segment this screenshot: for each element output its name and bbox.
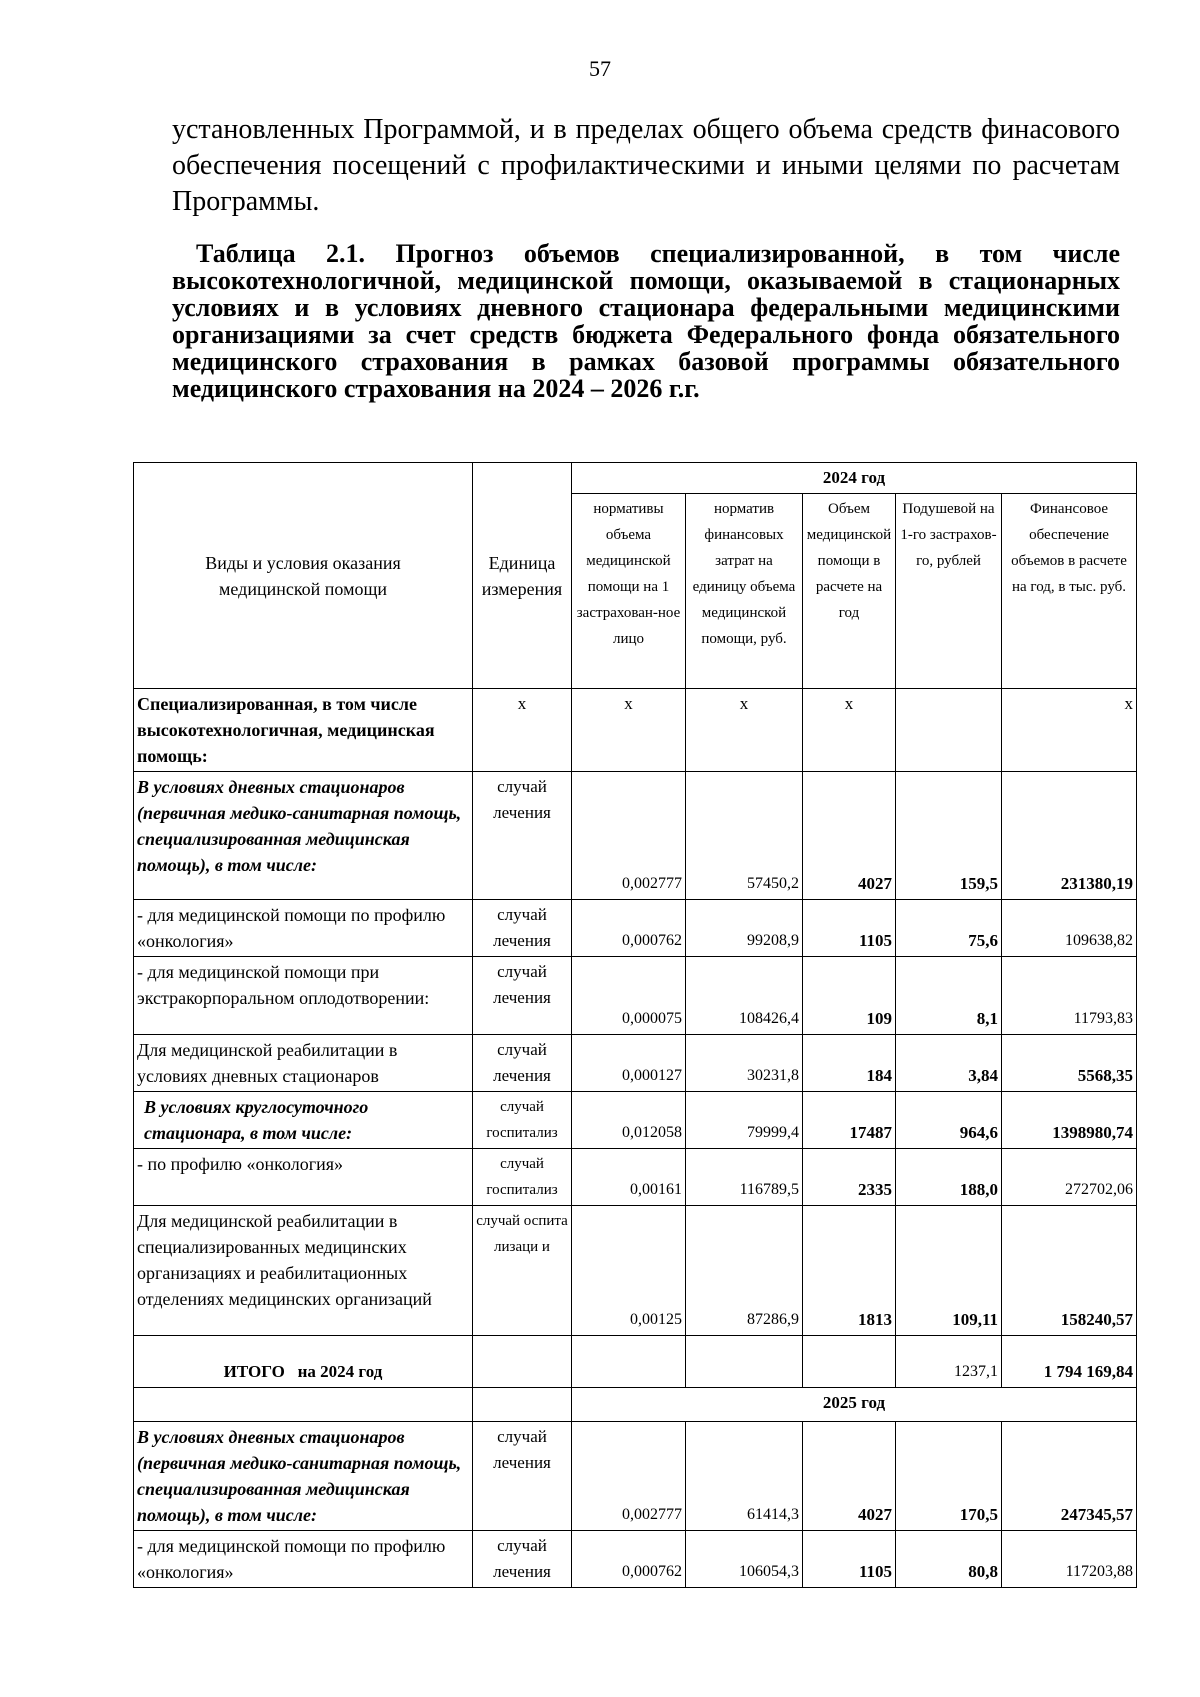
row-per-capita: 80,8 (896, 1531, 1002, 1588)
forecast-table (133, 462, 1137, 1588)
row-norm: 0,012058 (572, 1092, 686, 1149)
row-finance: 231380,19 (1002, 772, 1137, 900)
table-row-special (134, 689, 1137, 772)
row-name: - для медицинской помощи при экстракорпоральном оплодотворении: (134, 957, 473, 1035)
total-label: ИТОГО на 2024 год (134, 1336, 473, 1388)
header-norm-cost: норматив финансовых затрат на единицу объема медицинской помощи, руб. (686, 494, 803, 689)
row-volume: 1105 (803, 1531, 896, 1588)
row-finance: 272702,06 (1002, 1149, 1137, 1206)
row-name: В условиях дневных стационаров (первичная медико-санитарная помощь, специализированная медицинская помощь), в том числе: (134, 772, 473, 900)
empty-cell (473, 1336, 572, 1388)
row-norm: 0,000762 (572, 900, 686, 957)
row-cost: 61414,3 (686, 1422, 803, 1531)
row-special-x: х (803, 689, 896, 772)
row-cost: 57450,2 (686, 772, 803, 900)
row-special-name: Специализированная, в том числе высокотехнологичная, медицинская помощь: (134, 689, 473, 772)
row-per-capita: 159,5 (896, 772, 1002, 900)
row-finance: 247345,57 (1002, 1422, 1137, 1531)
row-norm: 0,000127 (572, 1035, 686, 1092)
row-volume: 4027 (803, 1422, 896, 1531)
row-name: - по профилю «онкология» (134, 1149, 473, 1206)
row-special-empty (896, 689, 1002, 772)
row-cost: 87286,9 (686, 1206, 803, 1336)
table-row (134, 1206, 1137, 1336)
row-special-x: х (572, 689, 686, 772)
row-volume: 1813 (803, 1206, 896, 1336)
row-cost: 30231,8 (686, 1035, 803, 1092)
header-norm-volume: нормативы объема медицинской помощи на 1 застрахован-ное лицо (572, 494, 686, 689)
header-per-capita: Подушевой на 1-го застрахов-го, рублей (896, 494, 1002, 689)
table-row (134, 772, 1137, 900)
row-unit: случай лечения (473, 772, 572, 900)
row-volume: 1105 (803, 900, 896, 957)
empty-cell (473, 1388, 572, 1422)
row-cost: 108426,4 (686, 957, 803, 1035)
row-special-x: х (473, 689, 572, 772)
row-finance: 109638,82 (1002, 900, 1137, 957)
row-cost: 79999,4 (686, 1092, 803, 1149)
row-special-x: х (1002, 689, 1137, 772)
row-norm: 0,000075 (572, 957, 686, 1035)
row-cost: 116789,5 (686, 1149, 803, 1206)
row-name: Для медицинской реабилитации в условиях дневных стационаров (134, 1035, 473, 1092)
table-row (134, 900, 1137, 957)
row-name: - для медицинской помощи по профилю «онкология» (134, 900, 473, 957)
empty-cell (134, 1388, 473, 1422)
header-volume: Объем медицинской помощи в расчете на год (803, 494, 896, 689)
row-cost: 106054,3 (686, 1531, 803, 1588)
row-volume: 2335 (803, 1149, 896, 1206)
empty-cell (803, 1336, 896, 1388)
row-special-x: х (686, 689, 803, 772)
row-volume: 17487 (803, 1092, 896, 1149)
row-unit: случай лечения (473, 1035, 572, 1092)
row-unit: случай лечения (473, 1531, 572, 1588)
row-name: - для медицинской помощи по профилю «онкология» (134, 1531, 473, 1588)
table-row (134, 957, 1137, 1035)
row-per-capita: 964,6 (896, 1092, 1002, 1149)
empty-cell (572, 1336, 686, 1388)
row-per-capita: 8,1 (896, 957, 1002, 1035)
row-per-capita: 3,84 (896, 1035, 1002, 1092)
row-unit: случай госпитализ (473, 1149, 572, 1206)
total-per-capita: 1237,1 (896, 1336, 1002, 1388)
row-norm: 0,002777 (572, 1422, 686, 1531)
intro-paragraph: установленных Программой, и в пределах общего объема средств финасового обеспечения посещений с профилактическими и иными целями по расчетам Программы. (172, 114, 1120, 217)
header-year-2024: 2024 год (572, 463, 1137, 494)
row-finance: 1398980,74 (1002, 1092, 1137, 1149)
row-finance: 158240,57 (1002, 1206, 1137, 1336)
row-norm: 0,002777 (572, 772, 686, 900)
row-volume: 109 (803, 957, 896, 1035)
row-unit: случай оспитализаци и (473, 1206, 572, 1336)
row-volume: 4027 (803, 772, 896, 900)
row-cost: 99208,9 (686, 900, 803, 957)
table-row-total-2024 (134, 1336, 1137, 1388)
table-row (134, 1035, 1137, 1092)
table-row (134, 1149, 1137, 1206)
row-per-capita: 170,5 (896, 1422, 1002, 1531)
table-caption: Таблица 2.1. Прогноз объемов специализированной, в том числе высокотехнологичной, медицинской помощи, оказываемой в стационарных условиях и в условиях дневного стационара федеральными медицинскими организациями за счет средств бюджета Федерального фонда обязательного медицинского страхования в рамках базовой программы обязательного медицинского страхования на 2024 – 2026 г.г. (172, 239, 1120, 403)
total-finance: 1 794 169,84 (1002, 1336, 1137, 1388)
header-finance: Финансовое обеспечение объемов в расчете на год, в тыс. руб. (1002, 494, 1137, 689)
row-per-capita: 109,11 (896, 1206, 1002, 1336)
header-unit: Единица измерения (473, 463, 572, 689)
table-row (134, 1092, 1137, 1149)
row-volume: 184 (803, 1035, 896, 1092)
row-finance: 11793,83 (1002, 957, 1137, 1035)
row-name: В условиях дневных стационаров (первичная медико-санитарная помощь, специализированная медицинская помощь), в том числе: (134, 1422, 473, 1531)
row-norm: 0,00161 (572, 1149, 686, 1206)
empty-cell (686, 1336, 803, 1388)
row-unit: случай лечения (473, 1422, 572, 1531)
header-year-2025: 2025 год (572, 1388, 1137, 1422)
row-finance: 117203,88 (1002, 1531, 1137, 1588)
table-row (134, 1422, 1137, 1531)
row-per-capita: 75,6 (896, 900, 1002, 957)
row-unit: случай лечения (473, 900, 572, 957)
table-row (134, 1531, 1137, 1588)
row-norm: 0,00125 (572, 1206, 686, 1336)
header-row-year-2025 (134, 1388, 1137, 1422)
row-per-capita: 188,0 (896, 1149, 1002, 1206)
row-unit: случай госпитализ (473, 1092, 572, 1149)
row-finance: 5568,35 (1002, 1035, 1137, 1092)
header-type: Виды и условия оказания медицинской помощи (134, 463, 473, 689)
row-norm: 0,000762 (572, 1531, 686, 1588)
page-number: 57 (589, 56, 611, 81)
row-name: Для медицинской реабилитации в специализированных медицинских организациях и реабилитационных отделениях медицинских организаций (134, 1206, 473, 1336)
row-unit: случай лечения (473, 957, 572, 1035)
header-row-year (134, 463, 1137, 494)
row-name: В условиях круглосуточного стационара, в том числе: (134, 1092, 473, 1149)
